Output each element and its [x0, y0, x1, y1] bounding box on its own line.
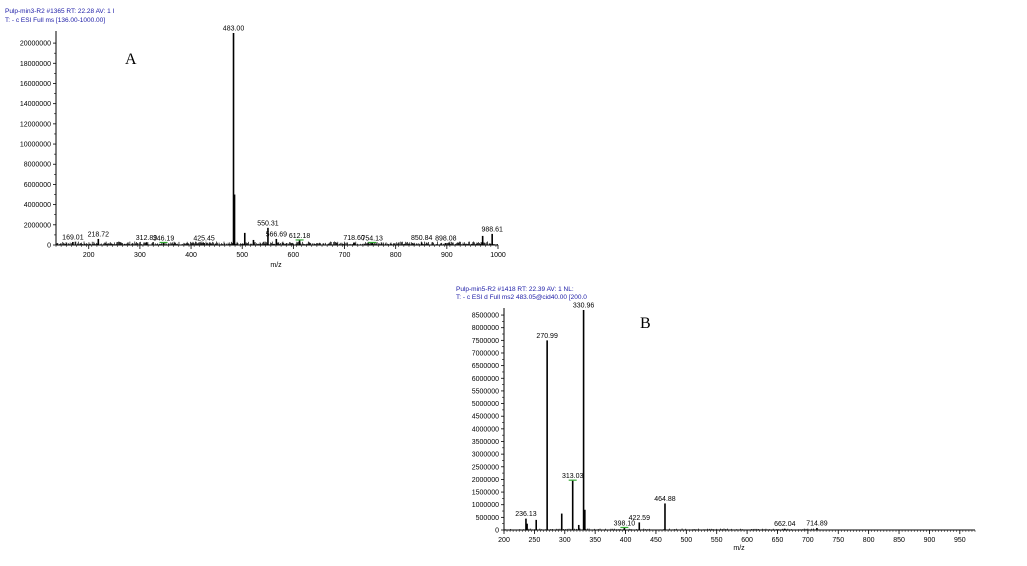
panel-b-peak-label: 330.96 — [572, 302, 595, 310]
panel-b-ytick-label: 2500000 — [471, 464, 499, 472]
panel-a-xtick-label: 800 — [389, 252, 402, 259]
panel-a-xtick-label: 300 — [134, 252, 146, 259]
panel-b-xtick-label: 250 — [528, 537, 541, 544]
panel-a-ytick-label: 16000000 — [19, 80, 51, 88]
panel-a-ytick-label: 20000000 — [19, 40, 51, 48]
panel-a-peak-label: 718.60 — [343, 234, 365, 242]
panel-a-ytick-label: 2000000 — [23, 222, 51, 230]
spectrum-panel-b — [456, 286, 975, 552]
panel-b-ytick-label: 7500000 — [471, 337, 499, 345]
panel-b-header-line1: Pulp-min5-R2 #1418 RT: 22.39 AV: 1 NL: — [456, 286, 574, 293]
panel-b-xtick-label: 650 — [771, 537, 784, 544]
panel-b-peak-label: 464.88 — [654, 495, 676, 503]
panel-a-xtick-label: 200 — [82, 252, 95, 259]
panel-a-peak-label: 612.18 — [288, 232, 311, 240]
panel-b-ytick-label: 4500000 — [471, 413, 499, 421]
panel-b-ytick-label: 5000000 — [471, 401, 499, 409]
panel-a-ytick-label: 6000000 — [23, 181, 51, 189]
panel-a-ytick-label: 10000000 — [19, 141, 51, 149]
panel-a-xtick-label: 500 — [236, 252, 249, 259]
panel-b-ytick-label: 4000000 — [471, 426, 499, 434]
panel-a-ytick-label: 0 — [47, 242, 51, 250]
panel-a-peak-label: 218.72 — [87, 231, 110, 239]
panel-b-ytick-label: 0 — [495, 527, 499, 535]
panel-a-header-line1: Pulp-min3-R2 #1365 RT: 22.28 AV: 1 I — [5, 8, 115, 15]
panel-b-peak-label: 270.99 — [536, 332, 558, 340]
panel-a-ytick-label: 12000000 — [19, 121, 51, 129]
panel-b-xtick-label: 450 — [650, 537, 662, 544]
panel-a-xtick-label: 1000 — [490, 252, 506, 259]
panel-b-xtick-label: 750 — [832, 537, 845, 544]
panel-b-ytick-label: 2000000 — [471, 476, 499, 484]
panel-b-peak-label: 398.10 — [613, 520, 636, 528]
spectrum-panel-a — [5, 8, 506, 269]
panel-b-xlabel: m/z — [733, 545, 745, 552]
panel-a-ytick-label: 4000000 — [23, 202, 51, 210]
panel-a-xlabel: m/z — [270, 262, 282, 269]
panel-b-peak-label: 236.13 — [515, 511, 537, 519]
panel-b-ytick-label: 500000 — [475, 514, 499, 522]
panel-b-ytick-label: 3500000 — [471, 438, 499, 446]
panel-b-xtick-label: 500 — [680, 537, 693, 544]
panel-a-peak-label: 346.19 — [152, 235, 175, 243]
panel-b-ytick-label: 3000000 — [471, 451, 499, 459]
panel-b-peak-label: 422.59 — [628, 514, 650, 522]
panel-a-ytick-label: 14000000 — [19, 101, 51, 109]
panel-a-peak-label: 850.84 — [410, 234, 433, 242]
panel-b-xtick-label: 200 — [498, 537, 510, 544]
panel-a-peak-label: 898.08 — [435, 235, 457, 243]
panel-b-ytick-label: 1500000 — [471, 489, 499, 497]
panel-a-ytick-label: 18000000 — [19, 60, 51, 68]
panel-b-ytick-label: 6500000 — [471, 363, 499, 371]
panel-b-xtick-label: 850 — [893, 537, 905, 544]
panel-a-xtick-label: 700 — [338, 252, 351, 259]
panel-a-peak-label: 988.61 — [481, 226, 503, 234]
panel-b-letter: B — [640, 315, 651, 332]
panel-a-peak-label: 425.45 — [193, 235, 215, 243]
panel-b-ytick-label: 8000000 — [471, 325, 499, 333]
panel-a-header-line2: T: - c ESI Full ms [136.00-1000.00] — [5, 17, 106, 24]
panel-b-xtick-label: 550 — [710, 537, 723, 544]
panel-a-xtick-label: 900 — [440, 252, 453, 259]
panel-b-header-line2: T: - c ESI d Full ms2 483.05@cid40.00 [200.0 — [456, 294, 587, 301]
panel-a-ytick-label: 8000000 — [23, 161, 51, 169]
panel-a-peak-label: 566.69 — [265, 231, 288, 239]
panel-a-peak-label: 550.31 — [257, 220, 279, 228]
panel-b-xtick-label: 600 — [741, 537, 753, 544]
panel-b-xtick-label: 950 — [953, 537, 966, 544]
panel-a-peak-label: 312.89 — [135, 234, 158, 242]
panel-b-ytick-label: 5500000 — [471, 388, 499, 396]
panel-b-xtick-label: 900 — [923, 537, 936, 544]
panel-a-peak-label: 754.13 — [361, 235, 383, 243]
panel-a-peak-label: 483.00 — [222, 25, 245, 33]
panel-b-xtick-label: 300 — [558, 537, 571, 544]
panel-b-peak-label: 714.89 — [806, 520, 828, 528]
panel-b-peak-label: 662.04 — [774, 521, 796, 529]
panel-b-xtick-label: 700 — [802, 537, 814, 544]
panel-a-xtick-label: 600 — [287, 252, 300, 259]
panel-b-xtick-label: 350 — [589, 537, 602, 544]
panel-b-ytick-label: 6000000 — [471, 375, 499, 383]
panel-b-ytick-label: 8500000 — [471, 312, 499, 320]
panel-a-xtick-label: 400 — [185, 252, 197, 259]
panel-a-peak-label: 169.01 — [62, 234, 84, 242]
panel-b-xtick-label: 800 — [862, 537, 875, 544]
panel-a-letter: A — [125, 51, 137, 68]
panel-b-ytick-label: 1000000 — [471, 502, 499, 510]
panel-b-ytick-label: 7000000 — [471, 350, 499, 358]
panel-b-xtick-label: 400 — [619, 537, 632, 544]
panel-b-peak-label: 313.03 — [561, 473, 584, 481]
